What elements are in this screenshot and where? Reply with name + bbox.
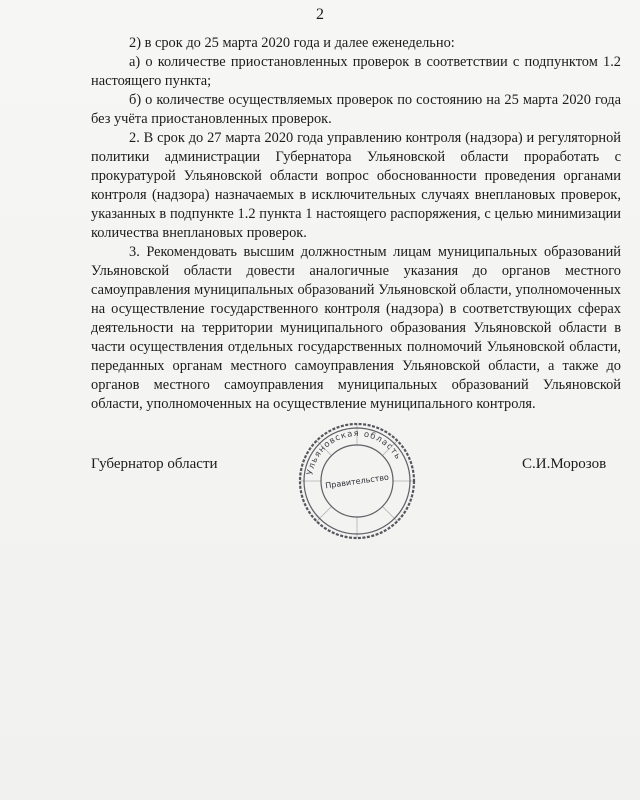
signature-name: С.И.Морозов [522,456,607,472]
document-body [91,34,621,414]
paragraph-deadline: 2) в срок до 25 марта 2020 года и далее еженедельно: [129,35,455,51]
page-number: 2 [316,6,324,23]
paragraph-subitem-b: б) о количестве осуществляемых проверок по состоянию на 25 марта 2020 года без учёта приостановленных проверок. [91,92,621,127]
signature-title: Губернатор области [91,456,218,472]
paragraph-item-3: 3. Рекомендовать высшим должностным лицам муниципальных образований Ульяновской области довести аналогичные указания до органов местного самоуправления муниципальных образований Ульяновской области, уполномоченных на осуществление государственного контроля (надзора) в соответствующих сферах деятельности на территории муниципального образования Ульяновской области в части осуществления отдельных государственных полномочий Ульяновской области, переданных органам местного самоуправления Ульяновской области, а также до органов местного самоуправления муниципальных образований Ульяновской области, уполномоченных на осуществление муниципального контроля. [91,244,621,412]
seal-center-text: Правительство [324,472,390,491]
paragraph-item-2: 2. В срок до 27 марта 2020 года управлению контроля (надзора) и регуляторной политики администрации Губернатора Ульяновской области проработать с прокуратурой Ульяновской области вопрос обоснованности проведения органами контроля (надзора) назначаемых в исключительных случаях внеплановых проверок, указанных в подпункте 1.2 пункта 1 настоящего распоряжения, с целью минимизации количества внеплановых проверок. [91,130,621,241]
svg-text:Ульяновская область: Ульяновская область [305,428,404,476]
paragraph-subitem-a: а) о количестве приостановленных проверок в соответствии с подпунктом 1.2 настоящего пункта; [91,54,621,89]
official-seal-icon [296,420,418,542]
